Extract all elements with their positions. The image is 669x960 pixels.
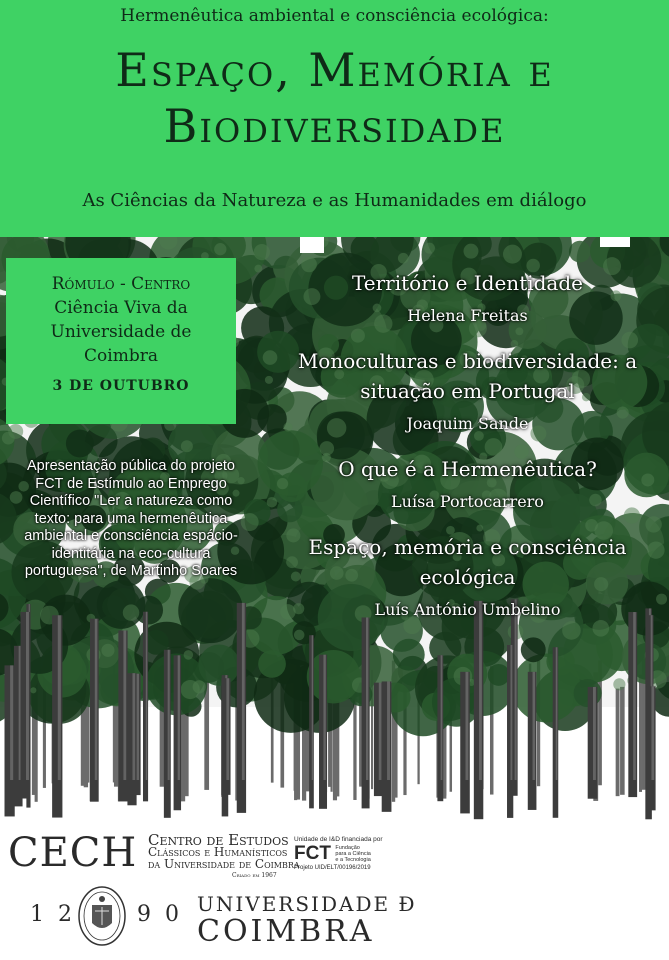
fct-fullname bbox=[335, 845, 370, 863]
venue-name-line3: Universidade de bbox=[50, 322, 192, 342]
talk-title: Território e Identidade bbox=[352, 271, 583, 295]
talk-item bbox=[280, 454, 655, 514]
talk-title: O que é a Hermenêutica? bbox=[338, 457, 597, 481]
talk-title: Monoculturas e biodiversidade: a situação em Portugal bbox=[297, 349, 638, 403]
fct-name-line3: e a Tecnologia bbox=[335, 857, 371, 863]
university-seal-icon bbox=[77, 885, 127, 947]
fct-note: Unidade de I&D financiada por bbox=[294, 836, 383, 843]
fct-name-line2: para a Ciência bbox=[335, 851, 371, 857]
venue-name-line1: Rómulo - Centro bbox=[51, 274, 191, 294]
cech-logo: CECH bbox=[8, 830, 138, 876]
event-subtitle: Hermenêutica ambiental e consciência ecológica: bbox=[120, 6, 549, 26]
talk-speaker: Helena Freitas bbox=[407, 306, 528, 325]
talk-list bbox=[280, 268, 655, 640]
cech-line2: Clássicos e Humanísticos bbox=[148, 845, 288, 859]
cech-line1: Centro de Estudos bbox=[148, 831, 289, 849]
cech-fullname bbox=[148, 831, 300, 882]
talk-item bbox=[280, 268, 655, 328]
fct-project: Projeto UID/ELT/00196/2019 bbox=[294, 865, 371, 871]
founding-year-right: 90 bbox=[137, 902, 193, 927]
event-title-line1: Espaço, Memória e bbox=[115, 43, 554, 97]
event-tagline: As Ciências da Natureza e as Humanidades em diálogo bbox=[82, 190, 587, 211]
talk-speaker: Joaquim Sande bbox=[406, 414, 529, 433]
event-title-line2: Biodiversidade bbox=[163, 99, 506, 153]
talk-item bbox=[280, 532, 655, 622]
venue-name bbox=[6, 272, 236, 368]
event-date: 3 DE OUTUBRO bbox=[52, 378, 190, 394]
cech-established: Criado em 1967 bbox=[232, 872, 277, 879]
talk-title: Espaço, memória e consciência ecológica bbox=[308, 535, 627, 589]
cech-line3: da Universidade de Coimbra bbox=[148, 857, 300, 871]
talk-speaker: Luísa Portocarrero bbox=[391, 492, 544, 511]
fct-logo: FCT bbox=[294, 843, 331, 864]
venue-name-line2: Ciência Viva da bbox=[54, 298, 188, 318]
event-title bbox=[0, 42, 669, 154]
university-name-line1: UNIVERSIDADE Ð bbox=[197, 892, 417, 916]
founding-year-left: 12 bbox=[30, 902, 86, 927]
fct-name-line1: Fundação bbox=[335, 845, 360, 851]
talk-item bbox=[280, 346, 655, 436]
fct-block bbox=[294, 836, 404, 871]
header-banner bbox=[0, 0, 669, 237]
venue-name-line4: Coimbra bbox=[84, 346, 158, 366]
presentation-description: Apresentação pública do projeto FCT de Estímulo ao Emprego Científico "Ler a natureza como texto: para uma hermenêutica ambiental e consciência espácio-identitária na eco-cultura portuguesa", de Martinho Soares bbox=[24, 458, 238, 579]
university-name-line2: COIMBRA bbox=[197, 914, 375, 949]
venue-box bbox=[6, 258, 236, 424]
talk-speaker: Luís António Umbelino bbox=[374, 600, 561, 619]
footer-logos bbox=[0, 820, 669, 960]
